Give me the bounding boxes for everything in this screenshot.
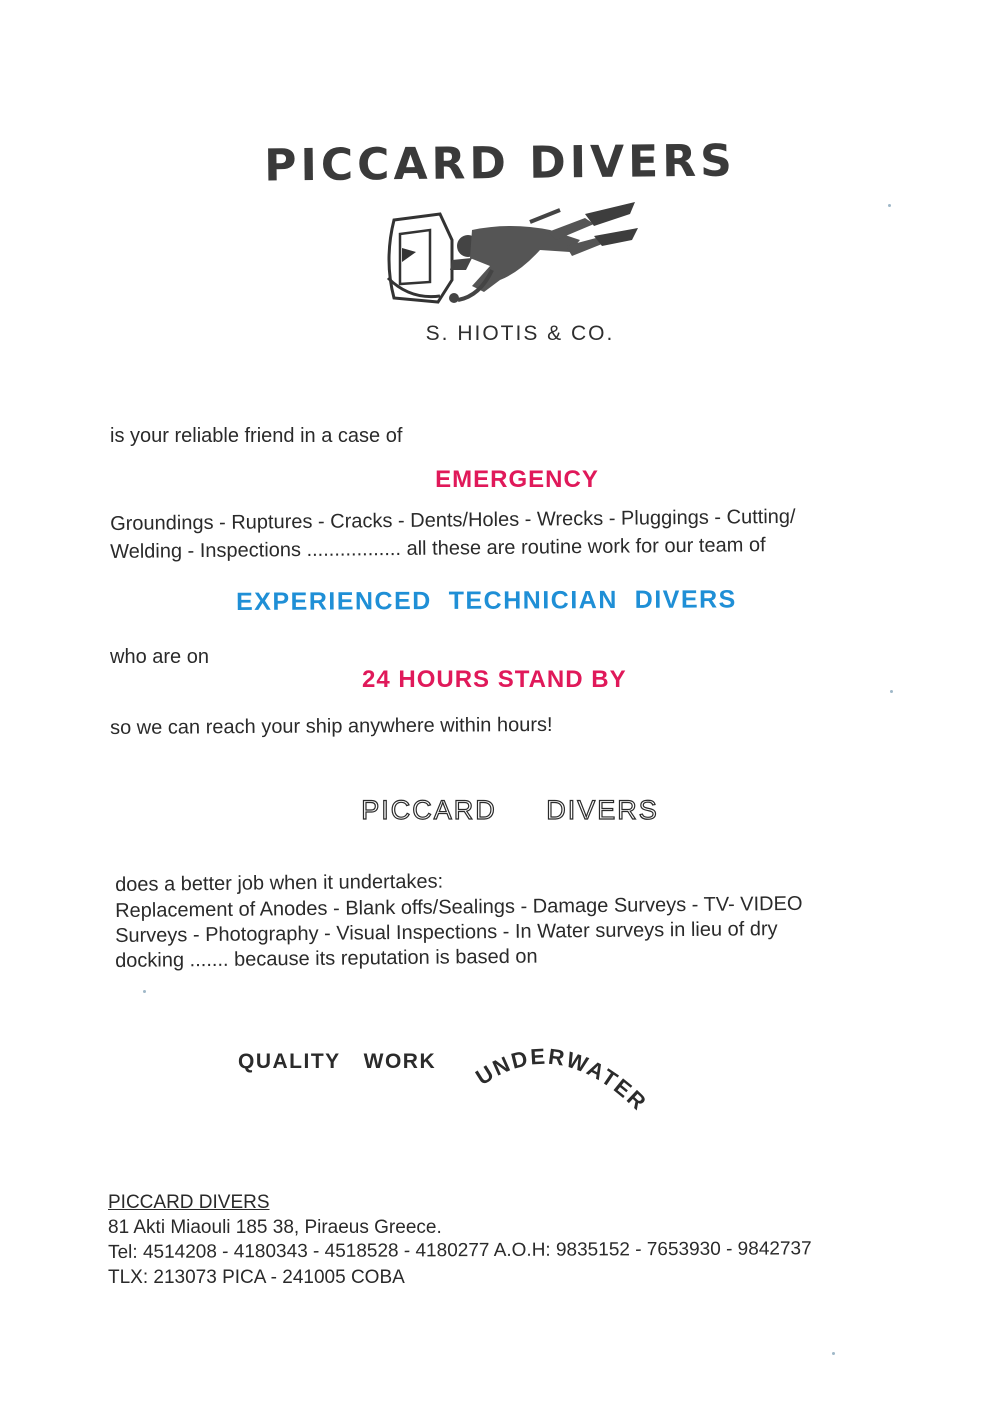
emergency-heading: EMERGENCY (435, 466, 599, 493)
services-line-2: Replacement of Anodes - Blank offs/Sealings - Damage Surveys - TV- VIDEO (115, 892, 803, 922)
services-line-4: docking ....... because its reputation is based on (115, 945, 538, 972)
footer-address: 81 Akti Miaouli 185 38, Piraeus Greece. (108, 1217, 442, 1238)
underwater-arc-text: UNDERWATER (471, 1043, 653, 1116)
routine-line-1: Groundings - Ruptures - Cracks - Dents/Holes - Wrecks - Pluggings - Cutting/ (110, 505, 796, 535)
routine-line-2: Welding - Inspections ................. all these are routine work for our team of (110, 534, 766, 563)
logo-title: PICCARD DIVERS (263, 135, 737, 192)
intro-text: is your reliable friend in a case of (110, 425, 403, 447)
scan-speck (888, 204, 891, 207)
team-heading: EXPERIENCED TECHNICIAN DIVERS (236, 585, 737, 616)
brand-outline-title: PICCARD DIVERS (361, 795, 659, 825)
services-line-3: Surveys - Photography - Visual Inspections - In Water surveys in lieu of dry (115, 918, 778, 947)
underwater-arc (470, 1020, 680, 1130)
slogan-quality-work: QUALITY WORK (238, 1050, 437, 1073)
footer-tlx: TLX: 213073 PICA - 241005 COBA (108, 1267, 405, 1288)
scan-speck (890, 690, 893, 693)
footer-company: PICCARD DIVERS (108, 1192, 270, 1213)
who-text: who are on (110, 646, 209, 668)
scan-speck (832, 1352, 835, 1355)
footer-contact (108, 1190, 812, 1290)
scan-speck (143, 990, 146, 993)
company-subtitle: S. HIOTIS & CO. (425, 322, 615, 345)
footer-tel: Tel: 4514208 - 4180343 - 4518528 - 4180277 A.O.H: 9835152 - 7653930 - 9842737 (108, 1238, 812, 1263)
diver-logo-icon (380, 200, 640, 315)
svg-text:UNDERWATER (471, 1044, 652, 1116)
reach-text: so we can reach your ship anywhere within hours! (110, 713, 553, 739)
standby-heading: 24 HOURS STAND BY (362, 666, 627, 693)
services-line-1: does a better job when it undertakes: (115, 870, 444, 896)
